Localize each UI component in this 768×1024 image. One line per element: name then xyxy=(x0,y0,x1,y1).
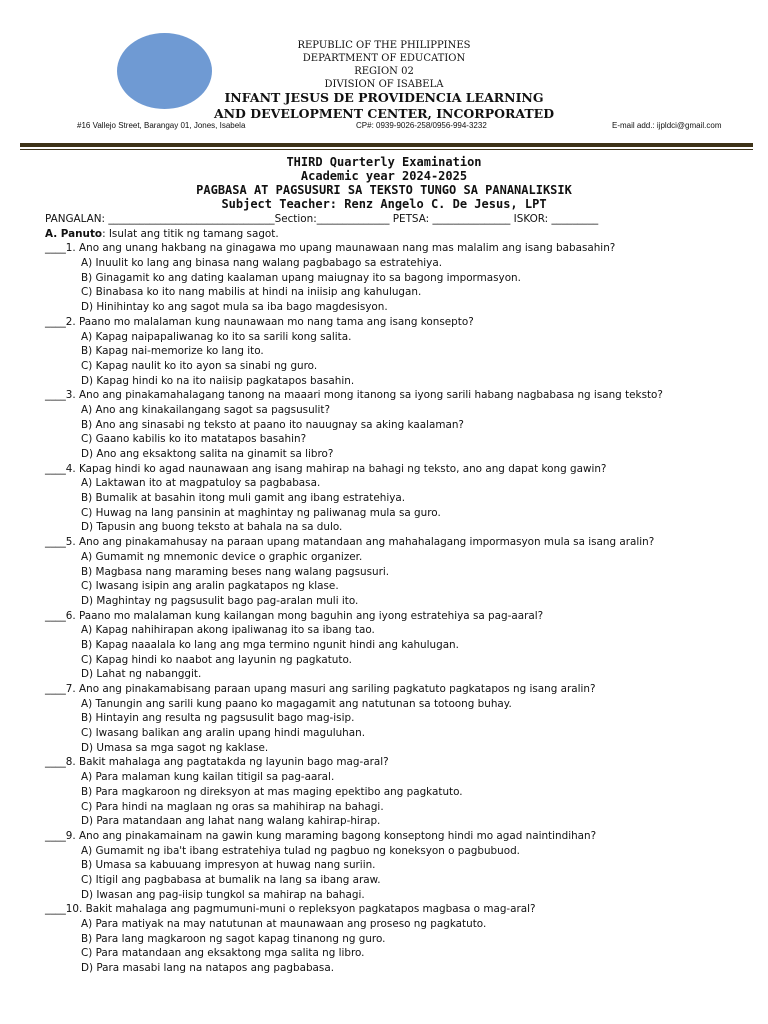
question-9-option-a: A) Gumamit ng iba't ibang estratehiya tulad ng pagbuo ng koneksyon o pagbubuod. xyxy=(81,844,520,857)
question-4-option-c: C) Huwag na lang pansinin at maghintay ng paliwanag mula sa guro. xyxy=(81,506,441,519)
question-3-option-d: D) Ano ang eksaktong salita na ginamit sa libro? xyxy=(81,448,334,460)
question-3: ____3. Ano ang pinakamahalagang tanong na maaari mong itanong sa iyong sarili habang nagbabasa ng isang teksto? xyxy=(45,389,663,402)
header-agency-block xyxy=(0,39,768,91)
question-3-option-c: C) Gaano kabilis ko ito matatapos basahin? xyxy=(81,433,307,446)
question-7-option-b: B) Hintayin ang resulta ng pagsusulit bago mag-isip. xyxy=(81,712,355,725)
question-8-option-b: B) Para magkaroon ng direksyon at mas maging epektibo ang pagkatuto. xyxy=(81,785,463,798)
question-10-option-c: C) Para matandaan ang eksaktong mga salita ng libro. xyxy=(81,947,365,960)
question-8-option-c: C) Para hindi na maglaan ng oras sa mahihirap na bahagi. xyxy=(81,800,384,813)
question-5-option-b: B) Magbasa nang maraming beses nang walang pagsusuri. xyxy=(81,565,390,578)
school-name-line1: INFANT JESUS DE PROVIDENCIA LEARNING xyxy=(224,90,544,105)
question-9-option-b: B) Umasa sa kabuuang impresyon at huwag nang suriin. xyxy=(81,859,376,872)
question-10-option-d: D) Para masabi lang na natapos ang pagbabasa. xyxy=(81,962,334,975)
question-5-option-d: D) Maghintay ng pagsusulit bago pag-aralan muli ito. xyxy=(81,594,359,607)
question-6: ____6. Paano mo malalaman kung kailangan mong baguhin ang iyong estratehiya sa pag-aaral? xyxy=(45,609,544,622)
question-10-option-b: B) Para lang magkaroon ng sagot kapag tinanong ng guro. xyxy=(81,932,386,945)
question-5: ____5. Ano ang pinakamahusay na paraan upang matandaan ang mahahalagang impormasyon mula sa isang aralin? xyxy=(45,536,655,549)
question-2-option-a: A) Kapag naipapaliwanag ko ito sa sarili kong salita. xyxy=(81,330,352,343)
school-name-block xyxy=(0,90,768,122)
question-3-option-a: A) Ano ang kinakailangang sagot sa pagsusulit? xyxy=(81,403,331,416)
question-9-option-d: D) Iwasan ang pag-iisip tungkol sa mahirap na bahagi. xyxy=(81,888,365,901)
question-6-option-d: D) Lahat ng nabanggit. xyxy=(81,668,202,681)
exam-subject: PAGBASA AT PAGSUSURI SA TEKSTO TUNGO SA PANANALIKSIK xyxy=(196,183,572,197)
question-1-option-d: D) Hinihintay ko ang sagot mula sa iba bago magdesisyon. xyxy=(81,301,388,314)
question-4: ____4. Kapag hindi ko agad naunawaan ang isang mahirap na bahagi ng teksto, ano ang dapat kong gawin? xyxy=(45,462,607,475)
question-1: ____1. Ano ang unang hakbang na ginagawa mo upang maunawaan nang mas malalim ang isang babasahin? xyxy=(45,242,616,255)
question-2-option-c: C) Kapag naulit ko ito ayon sa sinabi ng guro. xyxy=(81,359,318,372)
question-4-option-a: A) Laktawan ito at magpatuloy sa pagbabasa. xyxy=(81,477,321,490)
question-2-option-b: B) Kapag nai-memorize ko lang ito. xyxy=(81,345,264,358)
question-4-option-b: B) Bumalik at basahin itong muli gamit ang ibang estratehiya. xyxy=(81,492,406,505)
question-5-option-c: C) Iwasang isipin ang aralin pagkatapos ng klase. xyxy=(81,580,339,593)
instruction-label: A. Panuto xyxy=(45,227,103,240)
school-email: E-mail add.: ijpldci@gmail.com xyxy=(612,121,722,130)
question-6-option-a: A) Kapag nahihirapan akong ipaliwanag ito sa ibang tao. xyxy=(81,624,375,637)
school-address: #16 Vallejo Street, Barangay 01, Jones, Isabela xyxy=(77,121,246,130)
school-name-line2: AND DEVELOPMENT CENTER, INCORPORATED xyxy=(213,106,555,121)
exam-title: THIRD Quarterly Examination xyxy=(286,155,482,169)
header-region: REGION 02 xyxy=(354,66,414,77)
student-info-line: PANGALAN: ________________________________Section:______________ PETSA: _______________ ISKOR: _________ xyxy=(45,213,599,225)
question-list xyxy=(45,241,760,975)
question-6-option-b: B) Kapag naaalala ko lang ang mga termino ngunit hindi ang kahulugan. xyxy=(81,638,459,651)
question-1-option-a: A) Inuulit ko lang ang binasa nang walang pagbabago sa estratehiya. xyxy=(81,257,442,270)
question-7: ____7. Ano ang pinakamabisang paraan upang masuri ang sariling pagkatuto pagkatapos ng isang aralin? xyxy=(45,683,596,695)
question-7-option-c: C) Iwasang balikan ang aralin upang hindi maguluhan. xyxy=(81,727,366,740)
exam-body xyxy=(45,212,760,976)
question-1-option-c: C) Binabasa ko ito nang mabilis at hindi na iniisip ang kahulugan. xyxy=(81,286,422,299)
question-1-option-b: B) Ginagamit ko ang dating kaalaman upang maiugnay ito sa bagong impormasyon. xyxy=(81,271,521,284)
question-2-option-d: D) Kapag hindi ko na ito naiisip pagkatapos basahin. xyxy=(81,374,355,387)
question-10-option-a: A) Para matiyak na may natutunan at maunawaan ang proseso ng pagkatuto. xyxy=(81,918,487,930)
question-8: ____8. Bakit mahalaga ang pagtatakda ng layunin bago mag-aral? xyxy=(45,756,389,769)
question-3-option-b: B) Ano ang sinasabi ng teksto at paano ito nauugnay sa aking kaalaman? xyxy=(81,418,464,431)
school-phone: CP#: 0939-9026-258/0956-994-3232 xyxy=(356,121,487,130)
question-7-option-a: A) Tanungin ang sarili kung paano ko magagamit ang natutunan sa totoong buhay. xyxy=(81,697,512,710)
exam-academic-year: Academic year 2024-2025 xyxy=(300,169,468,183)
question-8-option-a: A) Para malaman kung kailan titigil sa pag-aaral. xyxy=(81,771,335,784)
header-divider-thick xyxy=(20,143,753,147)
exam-title-block xyxy=(0,155,768,211)
header-republic: REPUBLIC OF THE PHILIPPINES xyxy=(297,40,471,51)
header-department: DEPARTMENT OF EDUCATION xyxy=(302,53,466,64)
header-division: DIVISION OF ISABELA xyxy=(324,79,444,90)
header-divider-thin xyxy=(20,149,753,150)
question-9: ____9. Ano ang pinakamainam na gawin kung maraming bagong konseptong hindi mo agad naintindihan? xyxy=(45,829,597,842)
instruction-line xyxy=(45,227,760,242)
question-7-option-d: D) Umasa sa mga sagot ng kaklase. xyxy=(81,741,269,754)
question-10: ____10. Bakit mahalaga ang pagmumuni-muni o repleksyon pagkatapos magbasa o mag-aral? xyxy=(45,903,536,916)
instruction-text: : Isulat ang titik ng tamang sagot. xyxy=(102,227,279,240)
question-5-option-a: A) Gumamit ng mnemonic device o graphic organizer. xyxy=(81,550,363,563)
question-4-option-d: D) Tapusin ang buong teksto at bahala na sa dulo. xyxy=(81,521,343,534)
question-2: ____2. Paano mo malalaman kung naunawaan mo nang tama ang isang konsepto? xyxy=(45,315,474,328)
question-9-option-c: C) Itigil ang pagbabasa at bumalik na lang sa ibang araw. xyxy=(81,873,381,886)
question-8-option-d: D) Para matandaan ang lahat nang walang kahirap-hirap. xyxy=(81,815,381,828)
question-6-option-c: C) Kapag hindi ko naabot ang layunin ng pagkatuto. xyxy=(81,653,352,666)
exam-teacher: Subject Teacher: Renz Angelo C. De Jesus, LPT xyxy=(221,197,547,211)
